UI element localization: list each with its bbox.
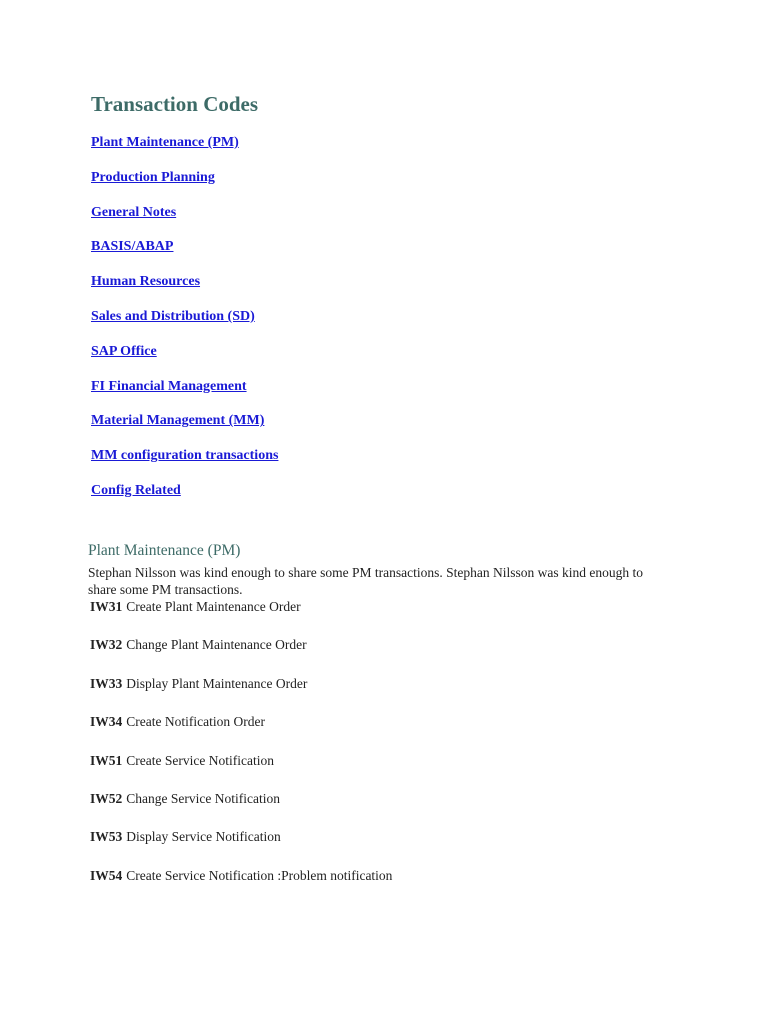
list-item [90, 598, 392, 636]
toc-link-config-related[interactable]: Config Related [91, 482, 181, 498]
toc-link-basis-abap[interactable]: BASIS/ABAP [91, 239, 174, 255]
table-of-contents [91, 132, 278, 515]
toc-item [91, 480, 278, 515]
toc-item [91, 306, 278, 341]
toc-item [91, 271, 278, 306]
section-heading: Plant Maintenance (PM) [88, 542, 241, 559]
toc-link-material-management[interactable]: Material Management (MM) [91, 413, 265, 429]
transaction-code: IW52 [90, 790, 123, 806]
transaction-code: IW54 [90, 867, 123, 883]
transaction-code-list [90, 598, 392, 905]
section-intro: Stephan Nilsson was kind enough to share some PM transactions. Stephan Nilsson was kind enough to share some PM transactions. [88, 565, 643, 597]
transaction-code: IW34 [90, 714, 123, 730]
transaction-description: Create Plant Maintenance Order [126, 599, 301, 614]
list-item [90, 675, 392, 713]
toc-item [91, 167, 278, 202]
toc-link-fi-financial-management[interactable]: FI Financial Management [91, 378, 247, 394]
transaction-description: Display Service Notification [126, 829, 281, 845]
list-item [90, 636, 392, 674]
toc-item [91, 376, 278, 411]
toc-item [91, 341, 278, 376]
toc-item [91, 236, 278, 271]
toc-item [91, 445, 278, 480]
transaction-code: IW31 [90, 599, 123, 614]
list-item [90, 713, 392, 751]
toc-link-sap-office[interactable]: SAP Office [91, 343, 157, 359]
transaction-description: Create Notification Order [126, 714, 265, 730]
transaction-code: IW53 [90, 829, 123, 845]
toc-link-human-resources[interactable]: Human Resources [91, 274, 201, 290]
list-item [90, 867, 392, 905]
transaction-code: IW33 [90, 675, 123, 691]
transaction-description: Display Plant Maintenance Order [126, 675, 308, 691]
transaction-description: Create Service Notification [126, 752, 274, 768]
list-item [90, 790, 392, 828]
transaction-code: IW32 [90, 637, 123, 653]
toc-link-mm-configuration[interactable]: MM configuration transactions [91, 448, 279, 464]
page-title: Transaction Codes [91, 92, 259, 116]
toc-link-plant-maintenance[interactable]: Plant Maintenance (PM) [91, 135, 239, 150]
transaction-description: Change Service Notification [126, 790, 280, 806]
list-item [90, 828, 392, 866]
toc-link-sales-distribution[interactable]: Sales and Distribution (SD) [91, 308, 255, 324]
list-item [90, 752, 392, 790]
transaction-code: IW51 [90, 752, 123, 768]
toc-link-general-notes[interactable]: General Notes [91, 204, 177, 220]
toc-item [91, 132, 278, 167]
toc-item [91, 202, 278, 237]
toc-item [91, 410, 278, 445]
toc-link-production-planning[interactable]: Production Planning [91, 169, 215, 185]
transaction-description: Create Service Notification :Problem notification [126, 867, 393, 883]
transaction-description: Change Plant Maintenance Order [126, 637, 307, 653]
